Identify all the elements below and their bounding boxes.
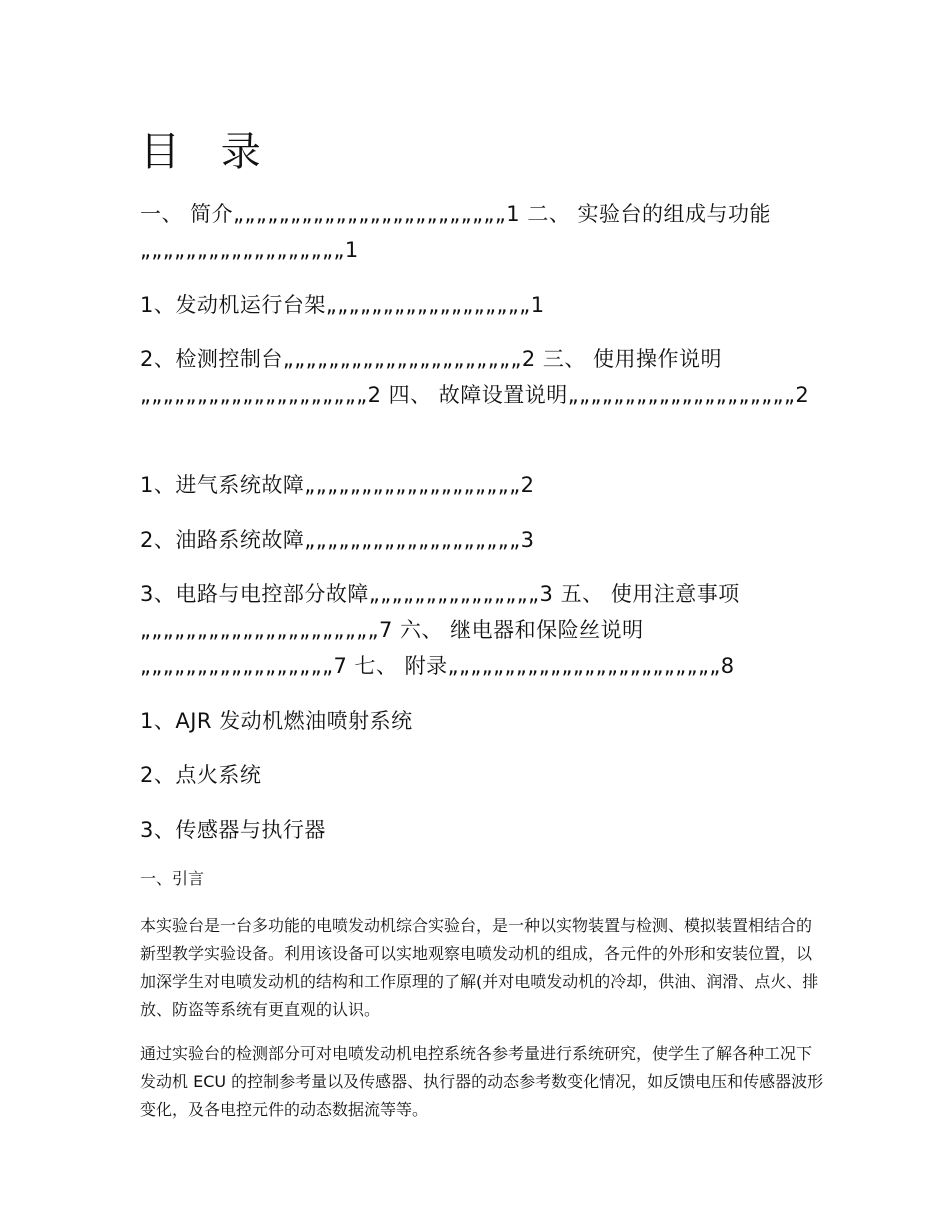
toc-entry-sensors-actuators: 3、传感器与执行器 [140, 818, 326, 842]
toc-entry-engine-test-rack: 1、发动机运行台架„„„„„„„„„„„„„„„„„„1 [140, 293, 545, 317]
toc-entry-intro-and-composition: 一、 简介„„„„„„„„„„„„„„„„„„„„„„„„1 二、 实验台的组成与功能„„„„„„„„„„„„„„„„„„1 [140, 202, 771, 262]
toc-entry-fuel-faults: 2、油路系统故障„„„„„„„„„„„„„„„„„„„3 [140, 528, 535, 552]
toc-entry-ignition: 2、点火系统 [140, 763, 262, 787]
paragraph-intro: 本实验台是一台多功能的电喷发动机综合实验台，是一种以实物装置与检测、模拟装置相结合的新型教学实验设备。利用该设备可以实地观察电喷发动机的组成，各元件的外形和安装位置，以加深学生对电喷发动机的结构和工作原理的了解(并对电喷发动机的冷却，供油、润滑、点火、排放、防盗等系统有更直观的认识。 [140, 916, 819, 1019]
section-heading: 一、引言 [140, 869, 205, 888]
toc-entry-fuel-injection: 1、AJR 发动机燃油喷射系统 [140, 709, 413, 733]
toc-entry-control-console-operation-faults: 2、检测控制台„„„„„„„„„„„„„„„„„„„„„2 三、 使用操作说明„„„„„„„„„„„„„„„„„„„„2 四、 故障设置说明„„„„„„„„„„„„„„„„„„„„2 [140, 347, 810, 407]
toc-entry-intake-faults: 1、进气系统故障„„„„„„„„„„„„„„„„„„„2 [140, 473, 535, 497]
paragraph-detection: 通过实验台的检测部分可对电喷发动机电控系统各参考量进行系统研究，使学生了解各种工况下发动机 ECU 的控制参考量以及传感器、执行器的动态参考数变化情况，如反馈电压和传感器波形变化，及各电控元件的动态数据流等等。 [140, 1044, 824, 1119]
page-title: 目 录 [140, 129, 275, 175]
toc-entry-electrical-faults-notes-appendix: 3、电路与电控部分故障„„„„„„„„„„„„„„„3 五、 使用注意事项„„„„„„„„„„„„„„„„„„„„„7 六、 继电器和保险丝说明„„„„„„„„„„„„„„„„„7 七、 附录„„„„„„„„„„„„„„„„„„„„„„„„8 [140, 582, 740, 678]
